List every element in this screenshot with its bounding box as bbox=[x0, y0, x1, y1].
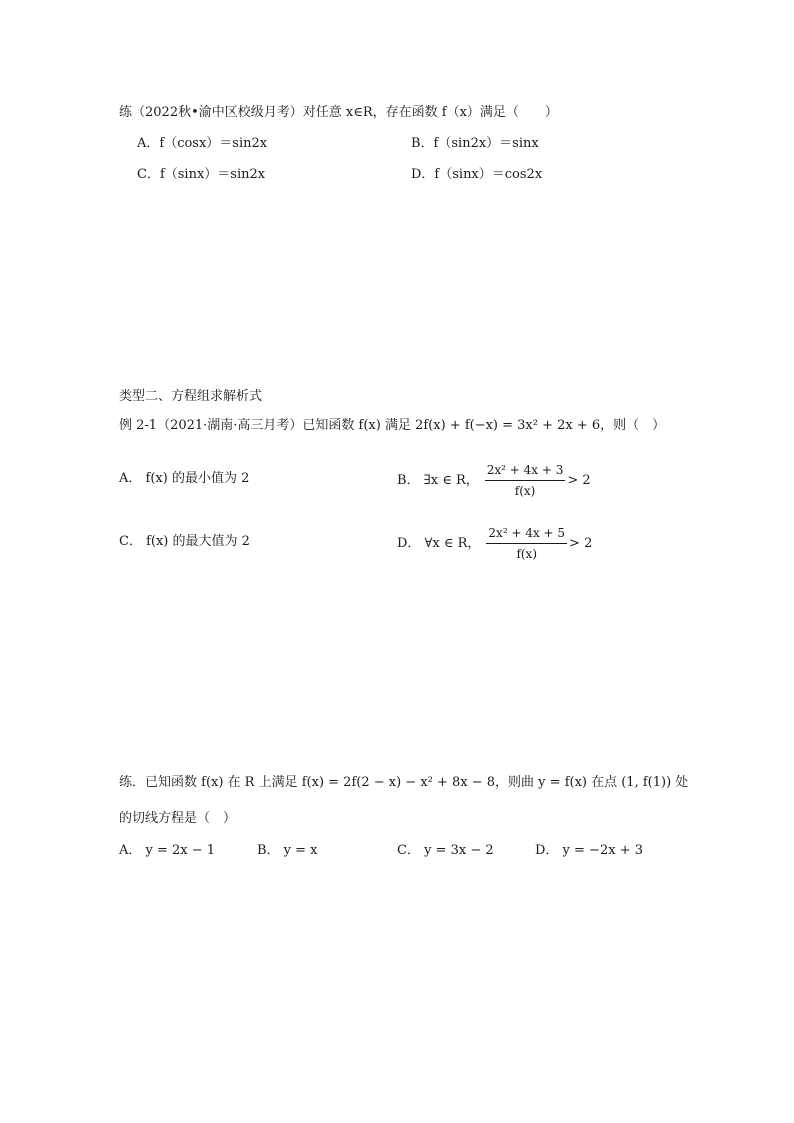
q2-option-b-numerator: 2x² + 4x + 3 bbox=[485, 461, 566, 481]
q2-option-b bbox=[397, 461, 591, 500]
q2-option-b-tail: > 2 bbox=[567, 473, 591, 488]
q3-option-a: A． y = 2x − 1 bbox=[119, 843, 216, 858]
q1-option-d: D．f（sinx）＝cos2x bbox=[411, 167, 543, 182]
q3-option-c: C． y = 3x − 2 bbox=[397, 843, 494, 858]
q2-option-b-denominator: f(x) bbox=[514, 484, 536, 498]
q3-option-b: B． y = x bbox=[257, 843, 318, 858]
q2-option-b-prefix: B． ∃x ∈ R， bbox=[397, 473, 479, 488]
q1-stem: 练（2022秋•渝中区校级月考）对任意 x∈R，存在函数 f（x）满足（ ） bbox=[119, 105, 558, 120]
q3-option-d: D． y = −2x + 3 bbox=[535, 843, 643, 858]
q2-option-d-prefix: D． ∀x ∈ R， bbox=[397, 536, 481, 551]
q2-option-d-fraction bbox=[486, 524, 567, 563]
q1-option-b: B．f（sin2x）＝sinx bbox=[411, 136, 539, 151]
q2-option-d bbox=[397, 524, 592, 563]
q2-option-c: C． f(x) 的最大值为 2 bbox=[119, 534, 250, 549]
q3-stem-line2: 的切线方程是（ ） bbox=[119, 811, 237, 826]
q3-stem-line1: 练．已知函数 f(x) 在 R 上满足 f(x) = 2f(2 − x) − x² + 8x − 8，则曲 y = f(x) 在点 (1, f(1)) 处 bbox=[119, 775, 689, 790]
q2-option-d-numerator: 2x² + 4x + 5 bbox=[486, 524, 567, 544]
q2-option-d-denominator: f(x) bbox=[516, 547, 538, 561]
q1-option-a: A．f（cosx）＝sin2x bbox=[137, 136, 268, 151]
q2-option-d-tail: > 2 bbox=[569, 536, 593, 551]
q2-option-b-fraction bbox=[485, 461, 566, 500]
q1-option-c: C．f（sinx）＝sin2x bbox=[137, 167, 266, 182]
q2-stem: 例 2-1（2021·湖南·高三月考）已知函数 f(x) 满足 2f(x) + f(−x) = 3x² + 2x + 6，则（ ） bbox=[119, 418, 666, 433]
q2-option-a: A． f(x) 的最小值为 2 bbox=[119, 471, 250, 486]
section-heading: 类型二、方程组求解析式 bbox=[119, 389, 263, 404]
